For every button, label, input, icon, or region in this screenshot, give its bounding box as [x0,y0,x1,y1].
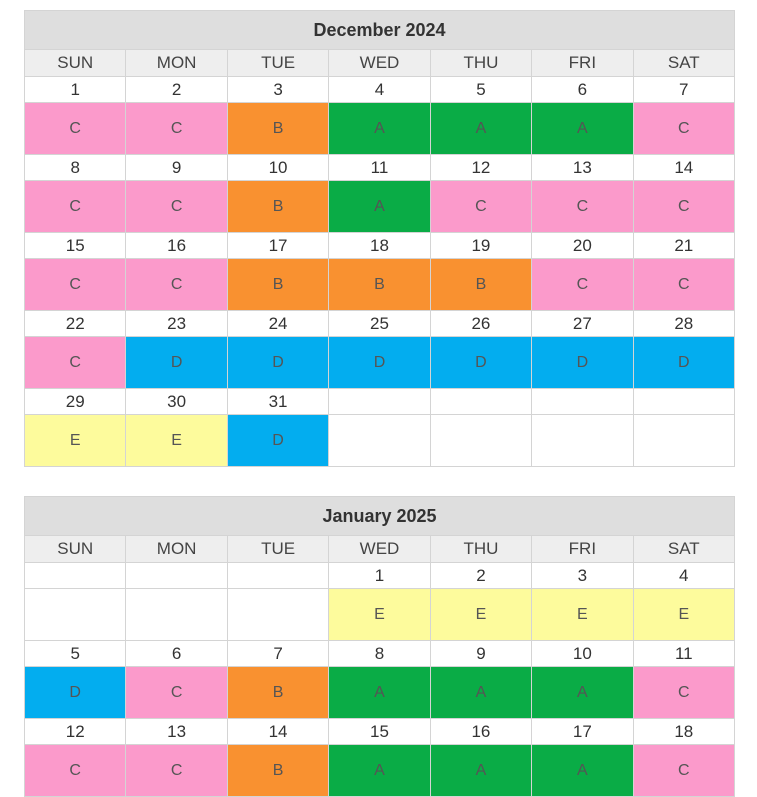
date-number: 11 [634,641,735,667]
day-of-week-label: THU [431,50,532,77]
schedule-code-cell[interactable]: B [228,745,329,797]
date-number: 15 [329,719,430,745]
schedule-code-cell[interactable]: A [329,103,430,155]
date-number: 4 [329,77,430,103]
date-number: 19 [431,233,532,259]
date-number [329,389,430,415]
schedule-code-cell[interactable]: C [634,259,735,311]
day-of-week-header [25,50,735,77]
week-date-row [25,719,735,745]
date-number: 22 [25,311,126,337]
schedule-code-cell[interactable]: D [634,337,735,389]
date-number: 27 [532,311,633,337]
day-of-week-label: THU [431,536,532,563]
schedule-code-cell[interactable]: C [126,181,227,233]
schedule-code-cell[interactable]: D [431,337,532,389]
schedule-code-cell[interactable]: C [634,103,735,155]
schedule-code-cell[interactable]: C [431,181,532,233]
day-of-week-label: TUE [228,536,329,563]
schedule-code-cell[interactable]: C [126,103,227,155]
date-number: 5 [431,77,532,103]
day-of-week-label: MON [126,50,227,77]
day-of-week-label: SAT [634,50,735,77]
date-number: 7 [228,641,329,667]
date-number: 21 [634,233,735,259]
schedule-code-cell[interactable]: E [25,415,126,467]
date-number [228,563,329,589]
schedule-code-cell[interactable]: E [634,589,735,641]
date-number: 18 [329,233,430,259]
day-of-week-header [25,536,735,563]
week-date-row [25,641,735,667]
date-number [532,389,633,415]
empty-cell [532,415,633,467]
date-number: 18 [634,719,735,745]
date-number: 1 [25,77,126,103]
calendar-january-2025 [24,496,735,797]
week-code-row [25,103,735,155]
schedule-code-cell[interactable]: C [634,745,735,797]
schedule-code-cell[interactable]: B [228,181,329,233]
schedule-code-cell[interactable]: A [329,667,430,719]
day-of-week-label: TUE [228,50,329,77]
date-number: 28 [634,311,735,337]
date-number: 8 [329,641,430,667]
day-of-week-label: MON [126,536,227,563]
schedule-code-cell[interactable]: A [431,667,532,719]
date-number: 13 [126,719,227,745]
date-number: 14 [228,719,329,745]
schedule-code-cell[interactable]: A [329,181,430,233]
day-of-week-label: FRI [532,50,633,77]
date-number [25,563,126,589]
date-number: 25 [329,311,430,337]
week-code-row [25,667,735,719]
schedule-code-cell[interactable]: E [126,415,227,467]
date-number [431,389,532,415]
week-code-row [25,181,735,233]
schedule-code-cell[interactable]: B [228,103,329,155]
date-number [126,563,227,589]
schedule-code-cell[interactable]: A [431,103,532,155]
date-number: 6 [532,77,633,103]
schedule-code-cell[interactable]: A [532,103,633,155]
date-number: 9 [431,641,532,667]
week-date-row [25,389,735,415]
week-date-row [25,77,735,103]
date-number: 30 [126,389,227,415]
schedule-code-cell[interactable]: C [532,181,633,233]
schedule-code-cell[interactable]: A [532,667,633,719]
schedule-code-cell[interactable]: B [228,259,329,311]
date-number: 31 [228,389,329,415]
empty-cell [228,589,329,641]
empty-cell [431,415,532,467]
schedule-code-cell[interactable]: E [431,589,532,641]
day-of-week-label: SAT [634,536,735,563]
schedule-code-cell[interactable]: D [25,667,126,719]
date-number [634,389,735,415]
date-number: 12 [25,719,126,745]
empty-cell [126,589,227,641]
schedule-code-cell[interactable]: D [329,337,430,389]
date-number: 16 [126,233,227,259]
date-number: 12 [431,155,532,181]
empty-cell [25,589,126,641]
calendar-december-2024 [24,10,735,467]
schedule-code-cell[interactable]: C [532,259,633,311]
schedule-code-cell[interactable]: A [329,745,430,797]
date-number: 15 [25,233,126,259]
week-date-row [25,233,735,259]
empty-cell [634,415,735,467]
date-number: 29 [25,389,126,415]
date-number: 24 [228,311,329,337]
date-number: 11 [329,155,430,181]
date-number: 17 [532,719,633,745]
schedule-code-cell[interactable]: A [532,745,633,797]
date-number: 6 [126,641,227,667]
date-number: 5 [25,641,126,667]
day-of-week-label: WED [329,536,430,563]
date-number: 3 [228,77,329,103]
week-code-row [25,415,735,467]
date-number: 13 [532,155,633,181]
schedule-code-cell[interactable]: C [634,667,735,719]
date-number: 8 [25,155,126,181]
schedule-code-cell[interactable]: B [431,259,532,311]
date-number: 10 [532,641,633,667]
date-number: 2 [431,563,532,589]
date-number: 26 [431,311,532,337]
day-of-week-label: WED [329,50,430,77]
date-number: 14 [634,155,735,181]
week-code-row [25,745,735,797]
day-of-week-label: FRI [532,536,633,563]
date-number: 17 [228,233,329,259]
schedule-code-cell[interactable]: C [634,181,735,233]
schedule-code-cell[interactable]: B [329,259,430,311]
date-number: 4 [634,563,735,589]
week-code-row [25,259,735,311]
empty-cell [329,415,430,467]
week-code-row [25,589,735,641]
calendar-title: December 2024 [25,11,735,50]
schedule-code-cell[interactable]: C [126,667,227,719]
schedule-code-cell[interactable]: C [126,259,227,311]
week-code-row [25,337,735,389]
schedule-code-cell[interactable]: D [126,337,227,389]
date-number: 20 [532,233,633,259]
schedule-code-cell[interactable]: A [431,745,532,797]
date-number: 2 [126,77,227,103]
date-number: 3 [532,563,633,589]
schedule-code-cell[interactable]: C [25,337,126,389]
schedule-code-cell[interactable]: B [228,667,329,719]
schedule-code-cell[interactable]: D [532,337,633,389]
week-date-row [25,311,735,337]
date-number: 16 [431,719,532,745]
schedule-code-cell[interactable]: C [25,181,126,233]
week-date-row [25,155,735,181]
date-number: 7 [634,77,735,103]
day-of-week-label: SUN [25,50,126,77]
date-number: 1 [329,563,430,589]
day-of-week-label: SUN [25,536,126,563]
date-number: 9 [126,155,227,181]
schedule-code-cell[interactable]: C [25,259,126,311]
week-date-row [25,563,735,589]
schedule-code-cell[interactable]: E [532,589,633,641]
date-number: 10 [228,155,329,181]
schedule-code-cell[interactable]: E [329,589,430,641]
calendar-title: January 2025 [25,497,735,536]
schedule-code-cell[interactable]: C [25,745,126,797]
schedule-code-cell[interactable]: C [126,745,227,797]
schedule-code-cell[interactable]: D [228,415,329,467]
schedule-code-cell[interactable]: D [228,337,329,389]
schedule-code-cell[interactable]: C [25,103,126,155]
date-number: 23 [126,311,227,337]
